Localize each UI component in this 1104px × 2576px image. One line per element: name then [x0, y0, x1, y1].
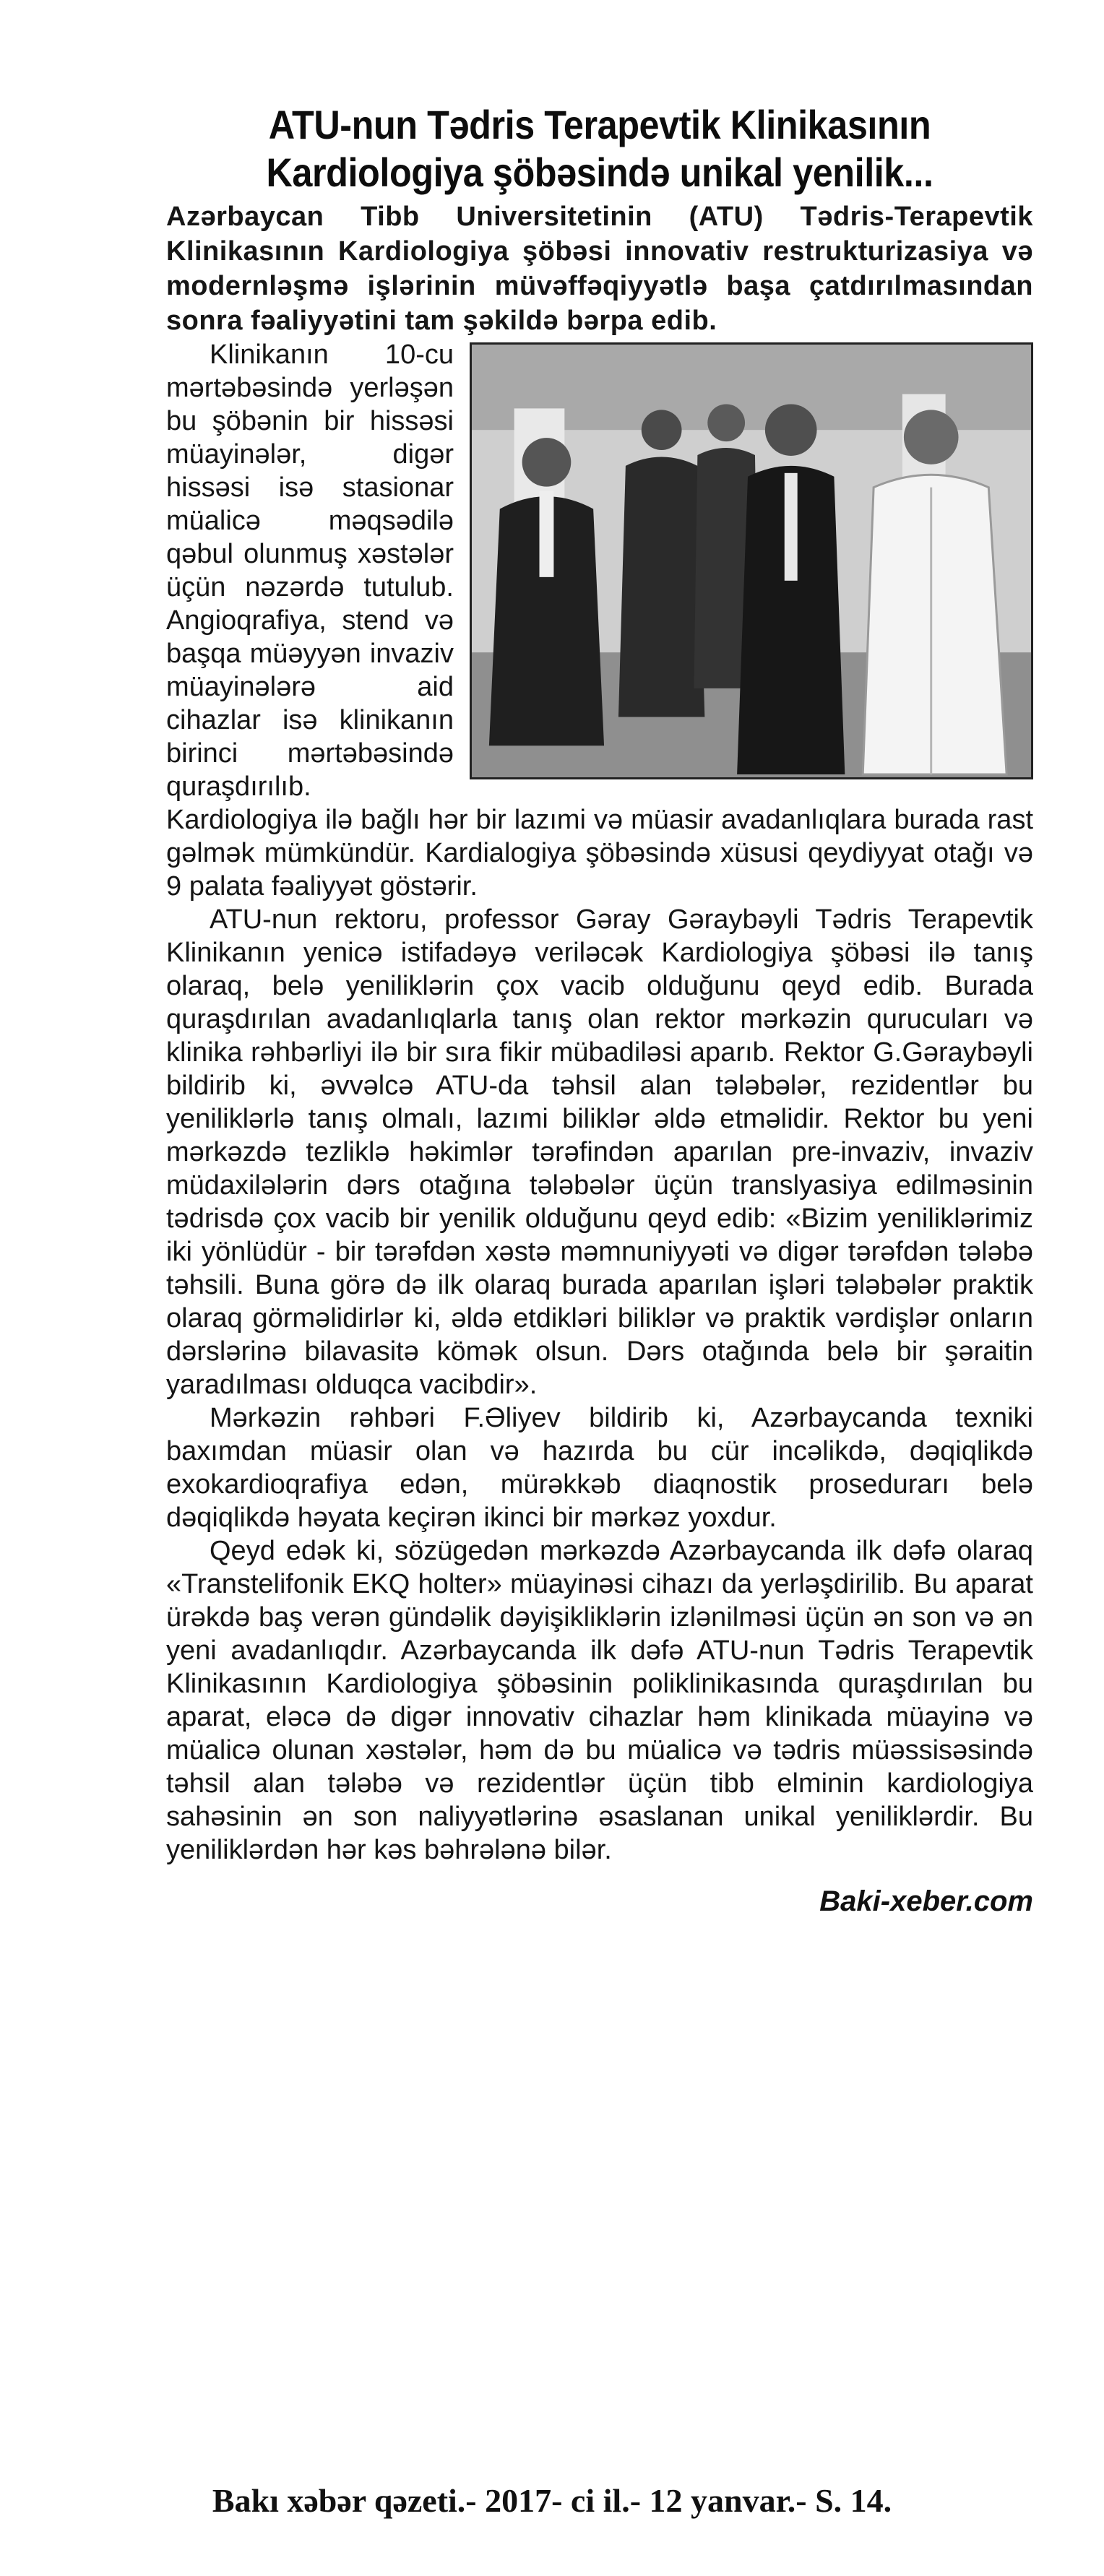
body-paragraph-1: Klinikanın 10-cu mərtəbəsində yerləşən bu şöbənin bir hissəsi müayinələr, digər hissəsi isə stasionar müalicə məqsədilə qəbul olunmuş xəstələr üçün nəzərdə tutulub. Angioqrafiya, stend və başqa müəyyən invaziv müayinələrə aid cihazlar isə klinikanın birinci mərtəbəsində quraşdırılıb. Kardiologiya ilə bağlı hər bir lazımi və müasir avadanlıqlara burada rast gəlmək mümkündür. Kardialogiya şöbəsində xüsusi qeydiyyat otağı və 9 palata fəaliyyət göstərir.	[166, 340, 1033, 902]
news-photo-people-illustration	[471, 344, 1032, 778]
newspaper-clipping	[166, 101, 1033, 1918]
headline-line-1: ATU-nun Tədris Terapevtik Klinikasının	[268, 102, 931, 147]
headline	[210, 101, 990, 196]
headline-line-2: Kardiologiya şöbəsində unikal yenilik...	[266, 150, 933, 195]
body-paragraph-2: ATU-nun rektoru, professor Gəray Gəraybəyli Tədris Terapevtik Klinikanın yenicə istifadəyə veriləcək Kardiologiya şöbəsi ilə tanış olaraq, belə yeniliklərin çox vacib olduğunu qeyd edib. Burada quraşdırılan avadanlıqlarla tanış olan rektor mərkəzin qurucuları və klinika rəhbərliyi ilə bir sıra fikir mübadiləsi aparıb. Rektor G.Gəraybəyli bildirib ki, əvvəlcə ATU-da təhsil alan tələbələr, rezidentlər bu yeniliklərlə tanış olmalı, lazımi biliklər əldə etməlidir. Rektor bu yeni mərkəzdə tezliklə həkimlər tərəfindən aparılan pre-invaziv, invaziv müdaxilələrin dərs otağına tələbələr üçün translyasiya edilməsinin tədrisdə çox vacib bir yenilik olduğunu qeyd edib: «Bizim yeniliklərimiz iki yönlüdür - bir tərəfdən xəstə məmnuniyyəti və digər tərəfdən tələbə təhsili. Buna görə də ilk olaraq burada aparılan işləri tələbələr praktik olaraq görməlidirlər ki, əldə etdikləri biliklər və praktik vərdişlər onların dərslərinə bilavasitə kömək olsun. Dərs otağında belə bir şəraitin yaradılması olduqca vacibdir».	[166, 904, 1033, 1400]
publication-citation: Bakı xəbər qəzeti.- 2017- ci il.- 12 yanvar.- S. 14.	[212, 2482, 892, 2519]
source-credit: Baki-xeber.com	[819, 1885, 1033, 1917]
article-body	[166, 338, 1033, 1867]
news-photo	[470, 342, 1033, 779]
lead-paragraph: Azərbaycan Tibb Universitetinin (ATU) Tədris-Terapevtik Klinikasının Kardiologiya şöbəsi innovativ restrukturizasiya və modernləşmə işlərinin müvəffəqiyyətlə başa çatdırılmasından sonra fəaliyyətini tam şəkildə bərpa edib.	[166, 202, 1033, 336]
body-paragraph-3: Mərkəzin rəhbəri F.Əliyev bildirib ki, Azərbaycanda texniki baxımdan müasir olan və hazırda bu cür incəlikdə, dəqiqlikdə exokardioqrafiya edən, mürəkkəb diaqnostik prosedurarı belə dəqiqlikdə həyata keçirən ikinci bir mərkəz yoxdur.	[166, 1403, 1033, 1533]
body-paragraph-4: Qeyd edək ki, sözügedən mərkəzdə Azərbaycanda ilk dəfə olaraq «Transtelifonik EKQ holter» müayinəsi cihazı da yerləşdirilib. Bu aparat ürəkdə baş verən gündəlik dəyişikliklərin izlənilməsi üçün ən son və ən yeni avadanlıqdır. Azərbaycanda ilk dəfə ATU-nun Tədris Terapevtik Klinikasının Kardiologiya şöbəsinin poliklinikasında quraşdırılan bu aparat, eləcə də digər innovativ cihazlar həm klinikada müayinə və müalicə olunan xəstələr, həm də bu müalicə və tədris müəssisəsində təhsil alan tələbə və rezidentlər üçün tibb elminin kardiologiya sahəsinin ən son naliyyətlərinə əsaslanan unikal yeniliklərdir. Bu yeniliklərdən hər kəs bəhrələnə bilər.	[166, 1536, 1033, 1865]
